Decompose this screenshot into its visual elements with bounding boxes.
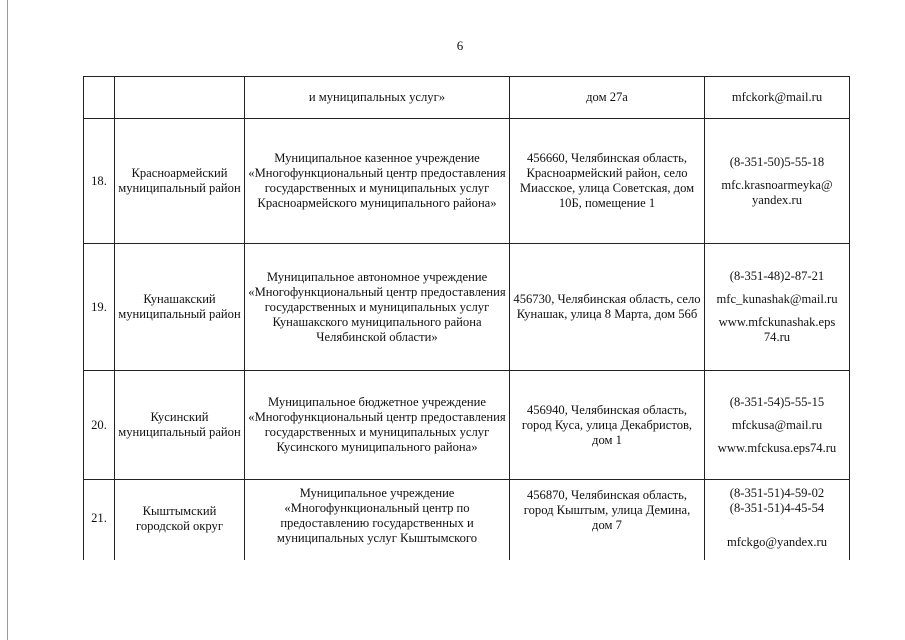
page-left-edge <box>7 0 8 640</box>
table-row <box>84 371 850 480</box>
email: mfckusa@mail.ru <box>731 417 823 432</box>
website: www.mfckunashak.eps 74.ru <box>718 315 836 344</box>
website: www.mfckusa.eps74.ru <box>717 440 837 455</box>
municipality-name: Кунашакский муниципальный район <box>115 244 245 371</box>
address: дом 27а <box>510 77 705 119</box>
phone: (8-351-51)4-45-54 <box>729 501 825 515</box>
table-row <box>84 77 850 119</box>
contacts-cell <box>705 119 850 244</box>
contacts-cell <box>705 480 850 560</box>
address: 456730, Челябинская область, село Кунашак, улица 8 Марта, дом 56б <box>510 244 705 371</box>
organization-name: Муниципальное автономное учреждение «Многофункциональный центр предоставления государственных и муниципальных услуг Кунашакского муниципального района Челябинской области» <box>245 244 510 371</box>
municipality-name: Кусинский муниципальный район <box>115 371 245 480</box>
organization-name: и муниципальных услуг» <box>245 77 510 119</box>
row-number: 19. <box>84 244 115 371</box>
phone: (8-351-51)4-59-02 <box>729 486 825 500</box>
table-row <box>84 244 850 371</box>
mfc-table <box>83 76 850 560</box>
row-number: 18. <box>84 119 115 244</box>
municipality-name: Кыштымский городской округ <box>115 480 245 560</box>
address: 456870, Челябинская область, город Кыштым, улица Демина, дом 7 <box>510 480 705 560</box>
email: mfc_kunashak@mail.ru <box>716 292 838 306</box>
row-number: 21. <box>84 480 115 560</box>
contacts-cell <box>705 244 850 371</box>
email: mfc.krasnoarmeyka@ yandex.ru <box>721 177 833 207</box>
contacts-cell <box>705 77 850 119</box>
organization-name: Муниципальное учреждение «Многофункциональный центр по предоставлению государственных и муниципальных услуг Кыштымского <box>245 480 510 560</box>
row-number <box>84 77 115 119</box>
page-number: 6 <box>456 38 464 53</box>
contacts-cell <box>705 371 850 480</box>
row-number: 20. <box>84 371 115 480</box>
organization-name: Муниципальное бюджетное учреждение «Многофункциональный центр предоставления государственных и муниципальных услуг Кусинского муниципального района» <box>245 371 510 480</box>
table-row <box>84 119 850 244</box>
phone: (8-351-54)5-55-15 <box>729 394 825 409</box>
municipality-name: Красноармейский муниципальный район <box>115 119 245 244</box>
email: mfckgo@yandex.ru <box>726 535 828 549</box>
municipality-name <box>115 77 245 119</box>
organization-name: Муниципальное казенное учреждение «Многофункциональный центр предоставления государственных и муниципальных услуг Красноармейского муниципального района» <box>245 119 510 244</box>
email: mfckork@mail.ru <box>731 90 823 104</box>
address: 456940, Челябинская область, город Куса, улица Декабристов, дом 1 <box>510 371 705 480</box>
table-row <box>84 480 850 560</box>
address: 456660, Челябинская область, Красноармейский район, село Миасское, улица Советская, дом 10Б, помещение 1 <box>510 119 705 244</box>
phone: (8-351-48)2-87-21 <box>729 269 825 283</box>
phone: (8-351-50)5-55-18 <box>729 154 825 169</box>
